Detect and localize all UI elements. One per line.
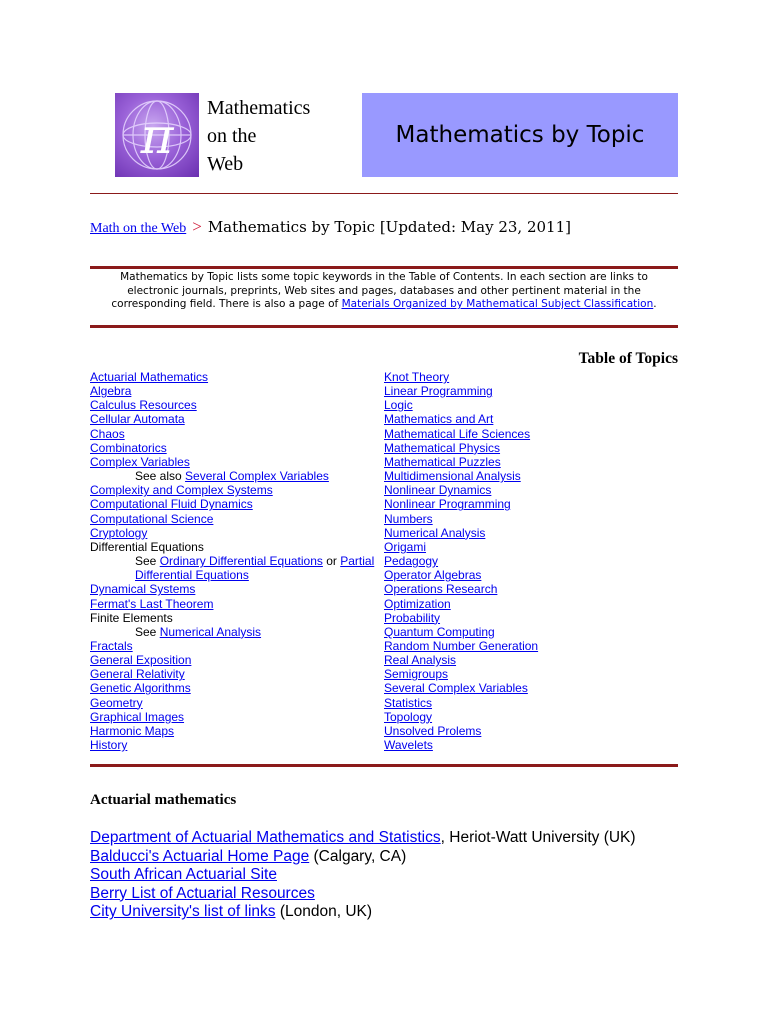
topic-link[interactable]: Combinatorics — [90, 440, 167, 455]
see-note: See Numerical Analysis — [135, 624, 262, 639]
resource-note: , Heriot-Watt University (UK) — [440, 829, 636, 846]
list-item — [90, 885, 690, 904]
topic-link[interactable]: Pedagogy — [384, 554, 439, 569]
breadcrumb-current: Mathematics by Topic [Updated: May 23, 2011] — [207, 218, 571, 236]
topic-link[interactable]: History — [90, 738, 128, 753]
topic-link[interactable]: Computational Fluid Dynamics — [90, 497, 253, 512]
topic-link[interactable]: Geometry — [90, 695, 143, 710]
topic-link[interactable]: Chaos — [90, 426, 125, 441]
banner-title: Mathematics by Topic — [395, 122, 645, 148]
topic-link[interactable]: Knot Theory — [384, 370, 450, 384]
logo-title — [207, 94, 357, 178]
topic-link[interactable]: Dynamical Systems — [90, 582, 196, 597]
topic-link[interactable]: Algebra — [90, 384, 132, 399]
topic-link[interactable]: Mathematical Physics — [384, 440, 501, 455]
topic-link[interactable]: General Relativity — [90, 667, 185, 682]
resource-link[interactable]: Balducci's Actuarial Home Page — [90, 847, 310, 865]
topic-link[interactable]: Nonlinear Dynamics — [384, 483, 492, 498]
topic-link[interactable]: Fractals — [90, 638, 133, 653]
topic-link[interactable]: Fermat's Last Theorem — [90, 596, 214, 611]
topic-link[interactable]: Numerical Analysis — [159, 624, 262, 639]
topic-link[interactable]: Mathematical Puzzles — [384, 454, 501, 469]
svg-text:π: π — [140, 107, 174, 165]
resource-note: (London, UK) — [275, 903, 373, 921]
topic-link[interactable]: Cryptology — [90, 525, 148, 540]
topic-link[interactable]: Numbers — [384, 511, 433, 526]
see-also-note: See also Several Complex Variables — [135, 469, 329, 484]
topic-heading: Differential Equations — [90, 539, 204, 554]
topic-link[interactable]: Actuarial Mathematics — [90, 370, 209, 384]
toc-right-column — [384, 370, 678, 752]
intro-top-divider — [90, 266, 678, 269]
list-item — [90, 848, 690, 867]
topic-link[interactable]: Graphical Images — [90, 709, 185, 724]
topic-link[interactable]: Semigroups — [384, 667, 449, 682]
pi-globe-icon — [115, 93, 199, 177]
intro-paragraph — [100, 271, 668, 312]
intro-text: Mathematics by Topic lists some topic keywords in the Table of Contents. In each section are links to electronic journals, preprints, Web sites and pages, databases and other pertinent material in the corresponding field. There is also a page of — [111, 271, 648, 310]
topic-link[interactable]: Statistics — [384, 695, 433, 710]
list-item — [90, 903, 690, 922]
topic-link[interactable]: Complex Variables — [90, 454, 190, 469]
resource-list — [90, 829, 690, 922]
topic-link[interactable]: Operations Research — [384, 582, 498, 597]
topic-link[interactable]: Cellular Automata — [90, 412, 185, 427]
topic-link[interactable]: Wavelets — [384, 738, 433, 753]
header-divider — [90, 193, 678, 194]
see-note: See Ordinary Differential Equations or Partial — [135, 554, 375, 569]
logo-line-3: Web — [207, 153, 244, 175]
resource-link[interactable]: South African Actuarial Site — [90, 866, 277, 884]
topic-link[interactable]: Computational Science — [90, 511, 214, 526]
topic-link[interactable]: Real Analysis — [384, 653, 457, 668]
toc-bottom-divider — [90, 764, 678, 767]
topic-link[interactable]: Several Complex Variables — [384, 681, 528, 696]
topic-link[interactable]: Operator Algebras — [384, 568, 482, 583]
pi-logo[interactable] — [115, 93, 199, 177]
topic-link[interactable]: Origami — [384, 539, 427, 554]
topic-link[interactable]: Multidimensional Analysis — [384, 469, 521, 484]
intro-text-end: . — [653, 298, 657, 310]
topic-link[interactable]: Linear Programming — [384, 384, 493, 399]
topic-link[interactable]: General Exposition — [90, 653, 192, 668]
resource-link[interactable]: City University's list of links — [90, 903, 276, 921]
resource-note: (Calgary, CA) — [309, 847, 407, 865]
resource-link[interactable]: Berry List of Actuarial Resources — [90, 884, 315, 902]
page-banner — [362, 93, 678, 177]
topic-link[interactable]: Calculus Resources — [90, 398, 197, 413]
breadcrumb-separator: > — [192, 217, 202, 236]
topic-link[interactable]: Unsolved Prolems — [384, 723, 482, 738]
logo-line-2: on the — [207, 125, 257, 147]
topic-link[interactable]: Several Complex Variables — [185, 469, 329, 484]
topic-link[interactable]: Topology — [384, 709, 433, 724]
toc-left-column — [90, 370, 380, 752]
topic-link[interactable]: Quantum Computing — [384, 624, 495, 639]
topic-link[interactable]: Genetic Algorithms — [90, 681, 191, 696]
resource-link[interactable]: Department of Actuarial Mathematics and Statistics — [90, 829, 441, 846]
topic-link[interactable]: Nonlinear Programming — [384, 497, 511, 512]
topic-link[interactable]: Complexity and Complex Systems — [90, 483, 273, 498]
topic-link[interactable]: Mathematics and Art — [384, 412, 494, 427]
list-item — [90, 866, 690, 885]
topic-link[interactable]: Random Number Generation — [384, 638, 539, 653]
topic-link[interactable]: Mathematical Life Sciences — [384, 426, 531, 441]
topic-link[interactable]: Ordinary Differential Equations — [159, 554, 323, 569]
logo-line-1: Mathematics — [207, 97, 311, 119]
breadcrumb — [90, 216, 678, 240]
toc-title: Table of Topics — [578, 350, 678, 367]
intro-bottom-divider — [90, 325, 678, 328]
list-item — [90, 829, 690, 848]
topic-link[interactable]: Partial — [340, 554, 375, 569]
msc-link[interactable]: Materials Organized by Mathematical Subject Classification — [341, 298, 654, 310]
topic-link[interactable]: Logic — [384, 398, 413, 413]
section-title: Actuarial mathematics — [90, 792, 237, 808]
topic-heading: Finite Elements — [90, 610, 173, 625]
topic-link[interactable]: Differential Equations — [135, 568, 249, 583]
topic-link[interactable]: Optimization — [384, 596, 451, 611]
topic-link[interactable]: Numerical Analysis — [384, 525, 486, 540]
topic-link[interactable]: Harmonic Maps — [90, 723, 175, 738]
breadcrumb-home-link[interactable]: Math on the Web — [90, 221, 187, 236]
topic-link[interactable]: Probability — [384, 610, 441, 625]
